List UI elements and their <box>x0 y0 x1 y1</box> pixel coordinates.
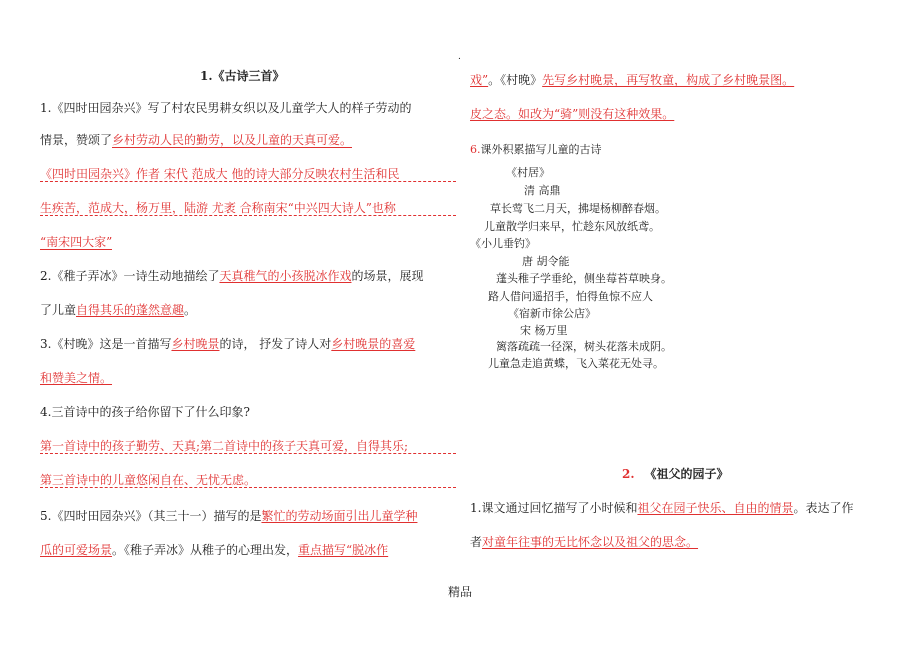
poem1-author: 清 高鼎 <box>524 184 561 197</box>
poem2-line1: 蓬头稚子学垂纶，侧坐莓苔草映身。 <box>496 272 672 285</box>
q1-line2-answer: 乡村劳动人民的勤劳，以及儿童的天真可爱。 <box>112 133 353 147</box>
s2-line1 <box>470 501 853 515</box>
q1-line2-prefix: 情景，赞颂了 <box>40 133 113 147</box>
section-title-1: 1.《古诗三首》 <box>200 69 285 83</box>
q5-line1 <box>40 509 417 523</box>
poem1-line1: 草长莺飞二月天，拂堤杨柳醉春烟。 <box>490 202 666 215</box>
q5-l2-answer2: 重点描写“脱冰作 <box>298 543 389 557</box>
q2-line1 <box>40 269 423 283</box>
s2-l1-answer: 祖父在园子快乐、自由的情景 <box>637 501 794 515</box>
section2-num: 2. <box>622 467 635 481</box>
poem3-line2: 儿童急走追黄蝶，飞入菜花无处寻。 <box>488 357 664 370</box>
cont-l1-answer1: 戏” <box>470 73 489 87</box>
poem1-title: 《村居》 <box>506 166 550 179</box>
q2-l1-a: 2.《稚子弄冰》一诗生动地描绘了 <box>40 269 220 283</box>
q6-num: 6. <box>470 143 481 156</box>
q5-line2 <box>40 543 388 557</box>
poem3-author: 宋 杨万里 <box>520 324 568 337</box>
s2-l1-a: 1.课文通过回忆描写了小时候和 <box>470 501 638 515</box>
q6-text: 课外积累描写儿童的古诗 <box>480 143 602 156</box>
s2-l1-b: 。表达了作 <box>793 501 854 515</box>
q2-l1-b: 的场景，展现 <box>351 269 424 283</box>
section2-title: 《祖父的园子》 <box>644 467 729 481</box>
q1-line1: 1.《四时田园杂兴》写了村农民男耕女织以及儿童学大人的样子劳动的 <box>40 101 412 115</box>
cont-line1 <box>470 73 794 87</box>
q5-l1-answer: 繁忙的劳动场面引出儿童学种 <box>261 509 418 523</box>
q1-line2 <box>40 133 352 147</box>
q1-note-line1: 《四时田园杂兴》作者 宋代 范成大 他的诗大部分反映农村生活和民 <box>40 167 456 182</box>
poem3-title: 《宿新市徐公店》 <box>508 307 596 320</box>
cont-l1-b: 。《村晚》 <box>488 73 543 87</box>
q2-l1-answer: 天真稚气的小孩脱冰作戏 <box>219 269 352 283</box>
poem3-line1: 篱落疏疏一径深，树头花落未成阴。 <box>496 340 672 353</box>
q4-answer-line1: 第一首诗中的孩子勤劳、天真;第二首诗中的孩子天真可爱，自得其乐; <box>40 439 456 454</box>
q2-line2 <box>40 303 196 317</box>
q2-l2-a: 了儿童 <box>40 303 77 317</box>
q3-line1 <box>40 337 415 351</box>
cont-line2: 皮之态。如改为“骑”则没有这种效果。 <box>470 107 675 121</box>
q4-answer-line2: 第三首诗中的儿童悠闲自在、无忧无虑。 <box>40 473 456 488</box>
q6-heading <box>470 143 602 156</box>
q3-l1-answer2: 乡村晚景的喜爱 <box>331 337 416 351</box>
poem1-line2: 儿童散学归来早，忙趁东风放纸鸢。 <box>484 220 660 233</box>
q3-l1-a: 3.《村晚》这是一首描写 <box>40 337 172 351</box>
cont-l1-answer2: 先写乡村晚景，再写牧童，构成了乡村晚景图。 <box>542 73 795 87</box>
s2-line2 <box>470 535 698 549</box>
poem2-line2: 路人借问遥招手，怕得鱼惊不应人 <box>488 290 653 303</box>
poem2-title: 《小儿垂钓》 <box>470 237 536 250</box>
q3-line2: 和赞美之情。 <box>40 371 113 385</box>
section-title-2 <box>622 465 729 482</box>
q5-l2-answer1: 瓜的可爱场景 <box>40 543 113 557</box>
q3-l1-answer1: 乡村晚景 <box>171 337 220 351</box>
s2-l2-answer: 对童年往事的无比怀念以及祖父的思念。 <box>482 535 699 549</box>
q5-l1-a: 5.《四时田园杂兴》（其三十一）描写的是 <box>40 509 262 523</box>
q1-note-line2: 生疾苦，范成大，杨万里，陆游 尤袤 合称南宋“中兴四大诗人”也称 <box>40 201 456 216</box>
dot-mark: . <box>458 52 461 62</box>
q1-note-line3: “南宋四大家” <box>40 235 113 249</box>
q3-l1-b: 的诗， 抒发了诗人对 <box>219 337 332 351</box>
q2-l2-b: 。 <box>184 303 197 317</box>
q4-question: 4.三首诗中的孩子给你留下了什么印象? <box>40 405 250 419</box>
s2-l2-a: 者 <box>470 535 483 549</box>
q5-l2-b: 。《稚子弄冰》从稚子的心理出发， <box>112 543 299 557</box>
footer-label: 精品 <box>448 585 473 599</box>
poem2-author: 唐 胡令能 <box>522 255 570 268</box>
q2-l2-answer: 自得其乐的蓬然意趣 <box>76 303 185 317</box>
